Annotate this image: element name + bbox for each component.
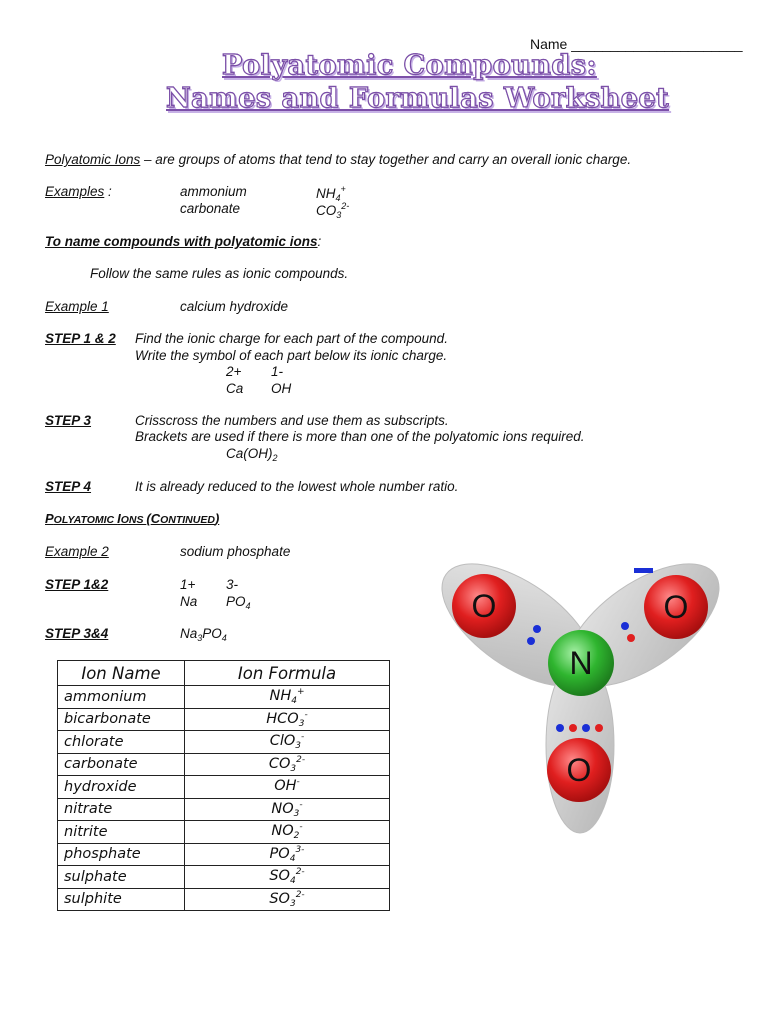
ex2-step34-result: $Na_3PO_4$: [180, 626, 227, 643]
electron-dot: [595, 724, 603, 732]
ion-formula: OH-: [185, 776, 390, 799]
header-ion-name: Ion Name: [58, 661, 185, 686]
definition: [45, 152, 631, 167]
atom-label: O: [663, 589, 689, 625]
ion-formula: ClO$_3$-: [185, 731, 390, 754]
definition-text: – are groups of atoms that tend to stay together and carry an overall ionic charge.: [140, 152, 632, 167]
electron-dot: [556, 724, 564, 732]
step4-text: It is already reduced to the lowest whole number ratio.: [135, 479, 459, 494]
table-row: [58, 708, 390, 731]
table-row: [58, 798, 390, 821]
example1-label: Example 1: [45, 299, 109, 314]
atom-label: N: [569, 645, 593, 681]
examples-label: Examples :: [45, 184, 112, 199]
ex2-sym1: Na: [180, 594, 198, 609]
ion-name: nitrate: [58, 798, 185, 821]
ion-name: ammonium: [58, 686, 185, 709]
example2-label: Example 2: [45, 544, 109, 559]
naming-heading: To name compounds with polyatomic ions:: [45, 234, 322, 249]
step12-charge2: 1-: [271, 364, 284, 379]
ion-name: sulphite: [58, 888, 185, 911]
electron-dot: [527, 637, 535, 645]
table-row: [58, 888, 390, 911]
negative-charge-icon: [634, 568, 653, 573]
ion-name: bicarbonate: [58, 708, 185, 731]
ion-formula: $SO_4^{2-}$: [185, 866, 390, 889]
table-row: [58, 821, 390, 844]
ion-formula: $NO_3^-$: [185, 798, 390, 821]
step3-line2: Brackets are used if there is more than one of the polyatomic ions required.: [135, 429, 585, 444]
ion-name: nitrite: [58, 821, 185, 844]
step12-charge1: 2+: [226, 364, 242, 379]
name-label: Name: [530, 36, 568, 52]
table-row: [58, 731, 390, 754]
step12-line1: Find the ionic charge for each part of the compound.: [135, 331, 448, 346]
step3-label: STEP 3: [45, 413, 92, 428]
ex2-step12-label: STEP 1&2: [45, 577, 109, 592]
step3-line1: Crisscross the numbers and use them as subscripts.: [135, 413, 449, 428]
ion-name: sulphate: [58, 866, 185, 889]
electron-dot: [533, 625, 541, 633]
table-row: [58, 866, 390, 889]
header-ion-formula: Ion Formula: [185, 661, 390, 686]
step12-line2: Write the symbol of each part below its ionic charge.: [135, 348, 448, 363]
electron-dot: [621, 622, 629, 630]
example-formula-ammonium: $NH_4^+$: [316, 184, 346, 203]
continued-heading: POLYATOMIC IONS (CONTINUED): [45, 511, 220, 526]
electron-dot: [582, 724, 590, 732]
table-row: [58, 686, 390, 709]
name-blank: ______________________: [571, 36, 743, 52]
table-header-row: [58, 661, 390, 686]
step12-label: STEP 1 & 2: [45, 331, 116, 346]
ion-formula: $CO_3^{2-}$: [185, 753, 390, 776]
ex2-charge2: 3-: [226, 577, 239, 592]
table-row: [58, 753, 390, 776]
ion-formula: $NH_4^+$: [185, 686, 390, 709]
step3-result: $Ca(OH)_2$: [226, 446, 278, 463]
electron-dot: [627, 634, 635, 642]
ex2-charge1: 1+: [180, 577, 196, 592]
electron-dot: [569, 724, 577, 732]
ion-formula: $SO_3^{2-}$: [185, 888, 390, 911]
definition-term: Polyatomic Ions: [45, 152, 141, 167]
ion-table: [57, 660, 390, 911]
ex2-sym2: $PO_4$: [226, 594, 251, 611]
atom-label: O: [471, 588, 497, 624]
example1-compound: calcium hydroxide: [180, 299, 289, 314]
ex2-step34-label: STEP 3&4: [45, 626, 109, 641]
ion-name: phosphate: [58, 843, 185, 866]
table-row: [58, 776, 390, 799]
nitrite-molecule-diagram: [425, 555, 735, 845]
example2-compound: sodium phosphate: [180, 544, 291, 559]
title-line-2: Names and Formulas Worksheet: [166, 83, 670, 114]
step12-sym2: OH: [271, 381, 292, 396]
ion-formula: $HCO_3^-$: [185, 708, 390, 731]
ion-formula: $PO_4^{3-}$: [185, 843, 390, 866]
step12-sym1: Ca: [226, 381, 244, 396]
ion-name: carbonate: [58, 753, 185, 776]
table-row: [58, 843, 390, 866]
example-name-carbonate: carbonate: [180, 201, 241, 216]
example-name-ammonium: ammonium: [180, 184, 247, 199]
ion-formula: $NO_2^-$: [185, 821, 390, 844]
ion-name: hydroxide: [58, 776, 185, 799]
step4-label: STEP 4: [45, 479, 92, 494]
atom-label: O: [566, 752, 592, 788]
naming-rule: Follow the same rules as ionic compounds.: [90, 266, 349, 281]
title-line-1: Polyatomic Compounds:: [222, 50, 597, 81]
example-formula-carbonate: $CO_3^{2-}$: [316, 201, 350, 220]
ion-name: chlorate: [58, 731, 185, 754]
